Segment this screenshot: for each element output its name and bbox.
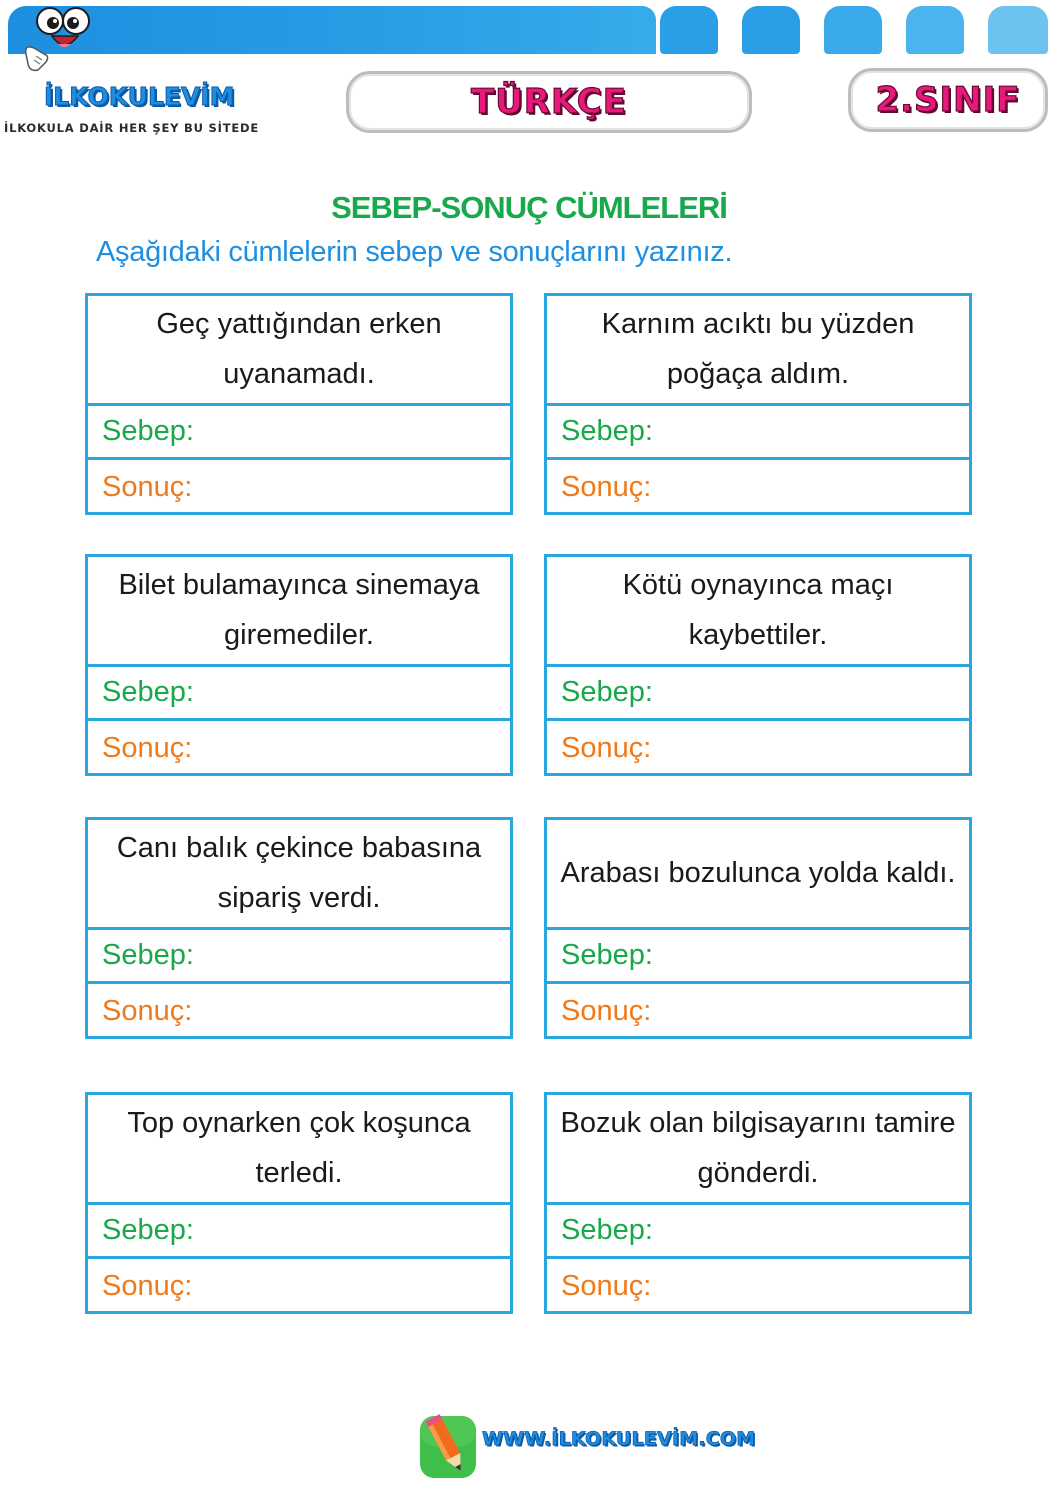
card-sentence: Karnım acıktı bu yüzden poğaça aldım. [547,296,969,406]
cause-label: Sebep: [102,1214,194,1246]
card-sentence: Arabası bozulunca yolda kaldı. [547,820,969,930]
effect-answer-field[interactable] [547,1259,969,1313]
cause-answer-field[interactable] [88,930,510,984]
card-sentence: Top oynarken çok koşunca terledi. [88,1095,510,1205]
pencil-icon [418,1414,478,1480]
site-tagline: İLKOKULA DAİR HER ŞEY BU SİTEDE [4,121,260,135]
cause-answer-field[interactable] [88,1205,510,1259]
effect-label: Sonuç: [102,994,193,1027]
header-tab-2 [742,6,800,54]
cause-label: Sebep: [102,676,194,708]
worksheet-instruction: Aşağıdaki cümlelerin sebep ve sonuçlarını yazınız. [96,236,733,268]
exercise-card-6 [544,817,972,1039]
cause-label: Sebep: [561,676,653,708]
cause-answer-field[interactable] [88,406,510,460]
mascot-icon [20,4,104,76]
grade-label: 2.SINIF [875,80,1021,120]
cause-answer-field[interactable] [547,667,969,721]
card-sentence: Bozuk olan bilgisayarını tamire gönderdi. [547,1095,969,1205]
effect-label: Sonuç: [102,1269,193,1302]
card-sentence: Kötü oynayınca maçı kaybettiler. [547,557,969,667]
effect-label: Sonuç: [561,1269,652,1302]
effect-label: Sonuç: [561,731,652,764]
exercise-card-3 [85,554,513,776]
effect-label: Sonuç: [102,731,193,764]
card-sentence: Geç yattığından erken uyanamadı. [88,296,510,406]
cause-label: Sebep: [561,939,653,971]
effect-answer-field[interactable] [547,984,969,1038]
header-tab-5 [988,6,1048,54]
effect-answer-field[interactable] [547,460,969,514]
effect-answer-field[interactable] [88,984,510,1038]
exercise-card-8 [544,1092,972,1314]
exercise-card-2 [544,293,972,515]
effect-answer-field[interactable] [88,460,510,514]
exercise-card-1 [85,293,513,515]
cause-answer-field[interactable] [88,667,510,721]
site-logo-text: İLKOKULEVİM [44,82,235,111]
effect-label: Sonuç: [561,470,652,503]
cause-answer-field[interactable] [547,406,969,460]
grade-badge [848,68,1048,132]
subject-badge [346,71,752,133]
exercise-card-5 [85,817,513,1039]
worksheet-title: SEBEP-SONUÇ CÜMLELERİ [331,190,727,225]
header-tab-4 [906,6,964,54]
card-sentence: Bilet bulamayınca sinemaya giremediler. [88,557,510,667]
cause-label: Sebep: [102,415,194,447]
cause-answer-field[interactable] [547,1205,969,1259]
cause-label: Sebep: [561,1214,653,1246]
effect-answer-field[interactable] [88,1259,510,1313]
effect-label: Sonuç: [561,994,652,1027]
exercise-card-4 [544,554,972,776]
effect-label: Sonuç: [102,470,193,503]
header-tab-3 [824,6,882,54]
cause-label: Sebep: [102,939,194,971]
effect-answer-field[interactable] [88,721,510,775]
header-tab-1 [660,6,718,54]
cause-label: Sebep: [561,415,653,447]
footer-website-url[interactable]: WWW.İLKOKULEVİM.COM [482,1428,756,1450]
cause-answer-field[interactable] [547,930,969,984]
effect-answer-field[interactable] [547,721,969,775]
exercise-card-7 [85,1092,513,1314]
subject-label: TÜRKÇE [471,82,627,122]
card-sentence: Canı balık çekince babasına sipariş verdi. [88,820,510,930]
